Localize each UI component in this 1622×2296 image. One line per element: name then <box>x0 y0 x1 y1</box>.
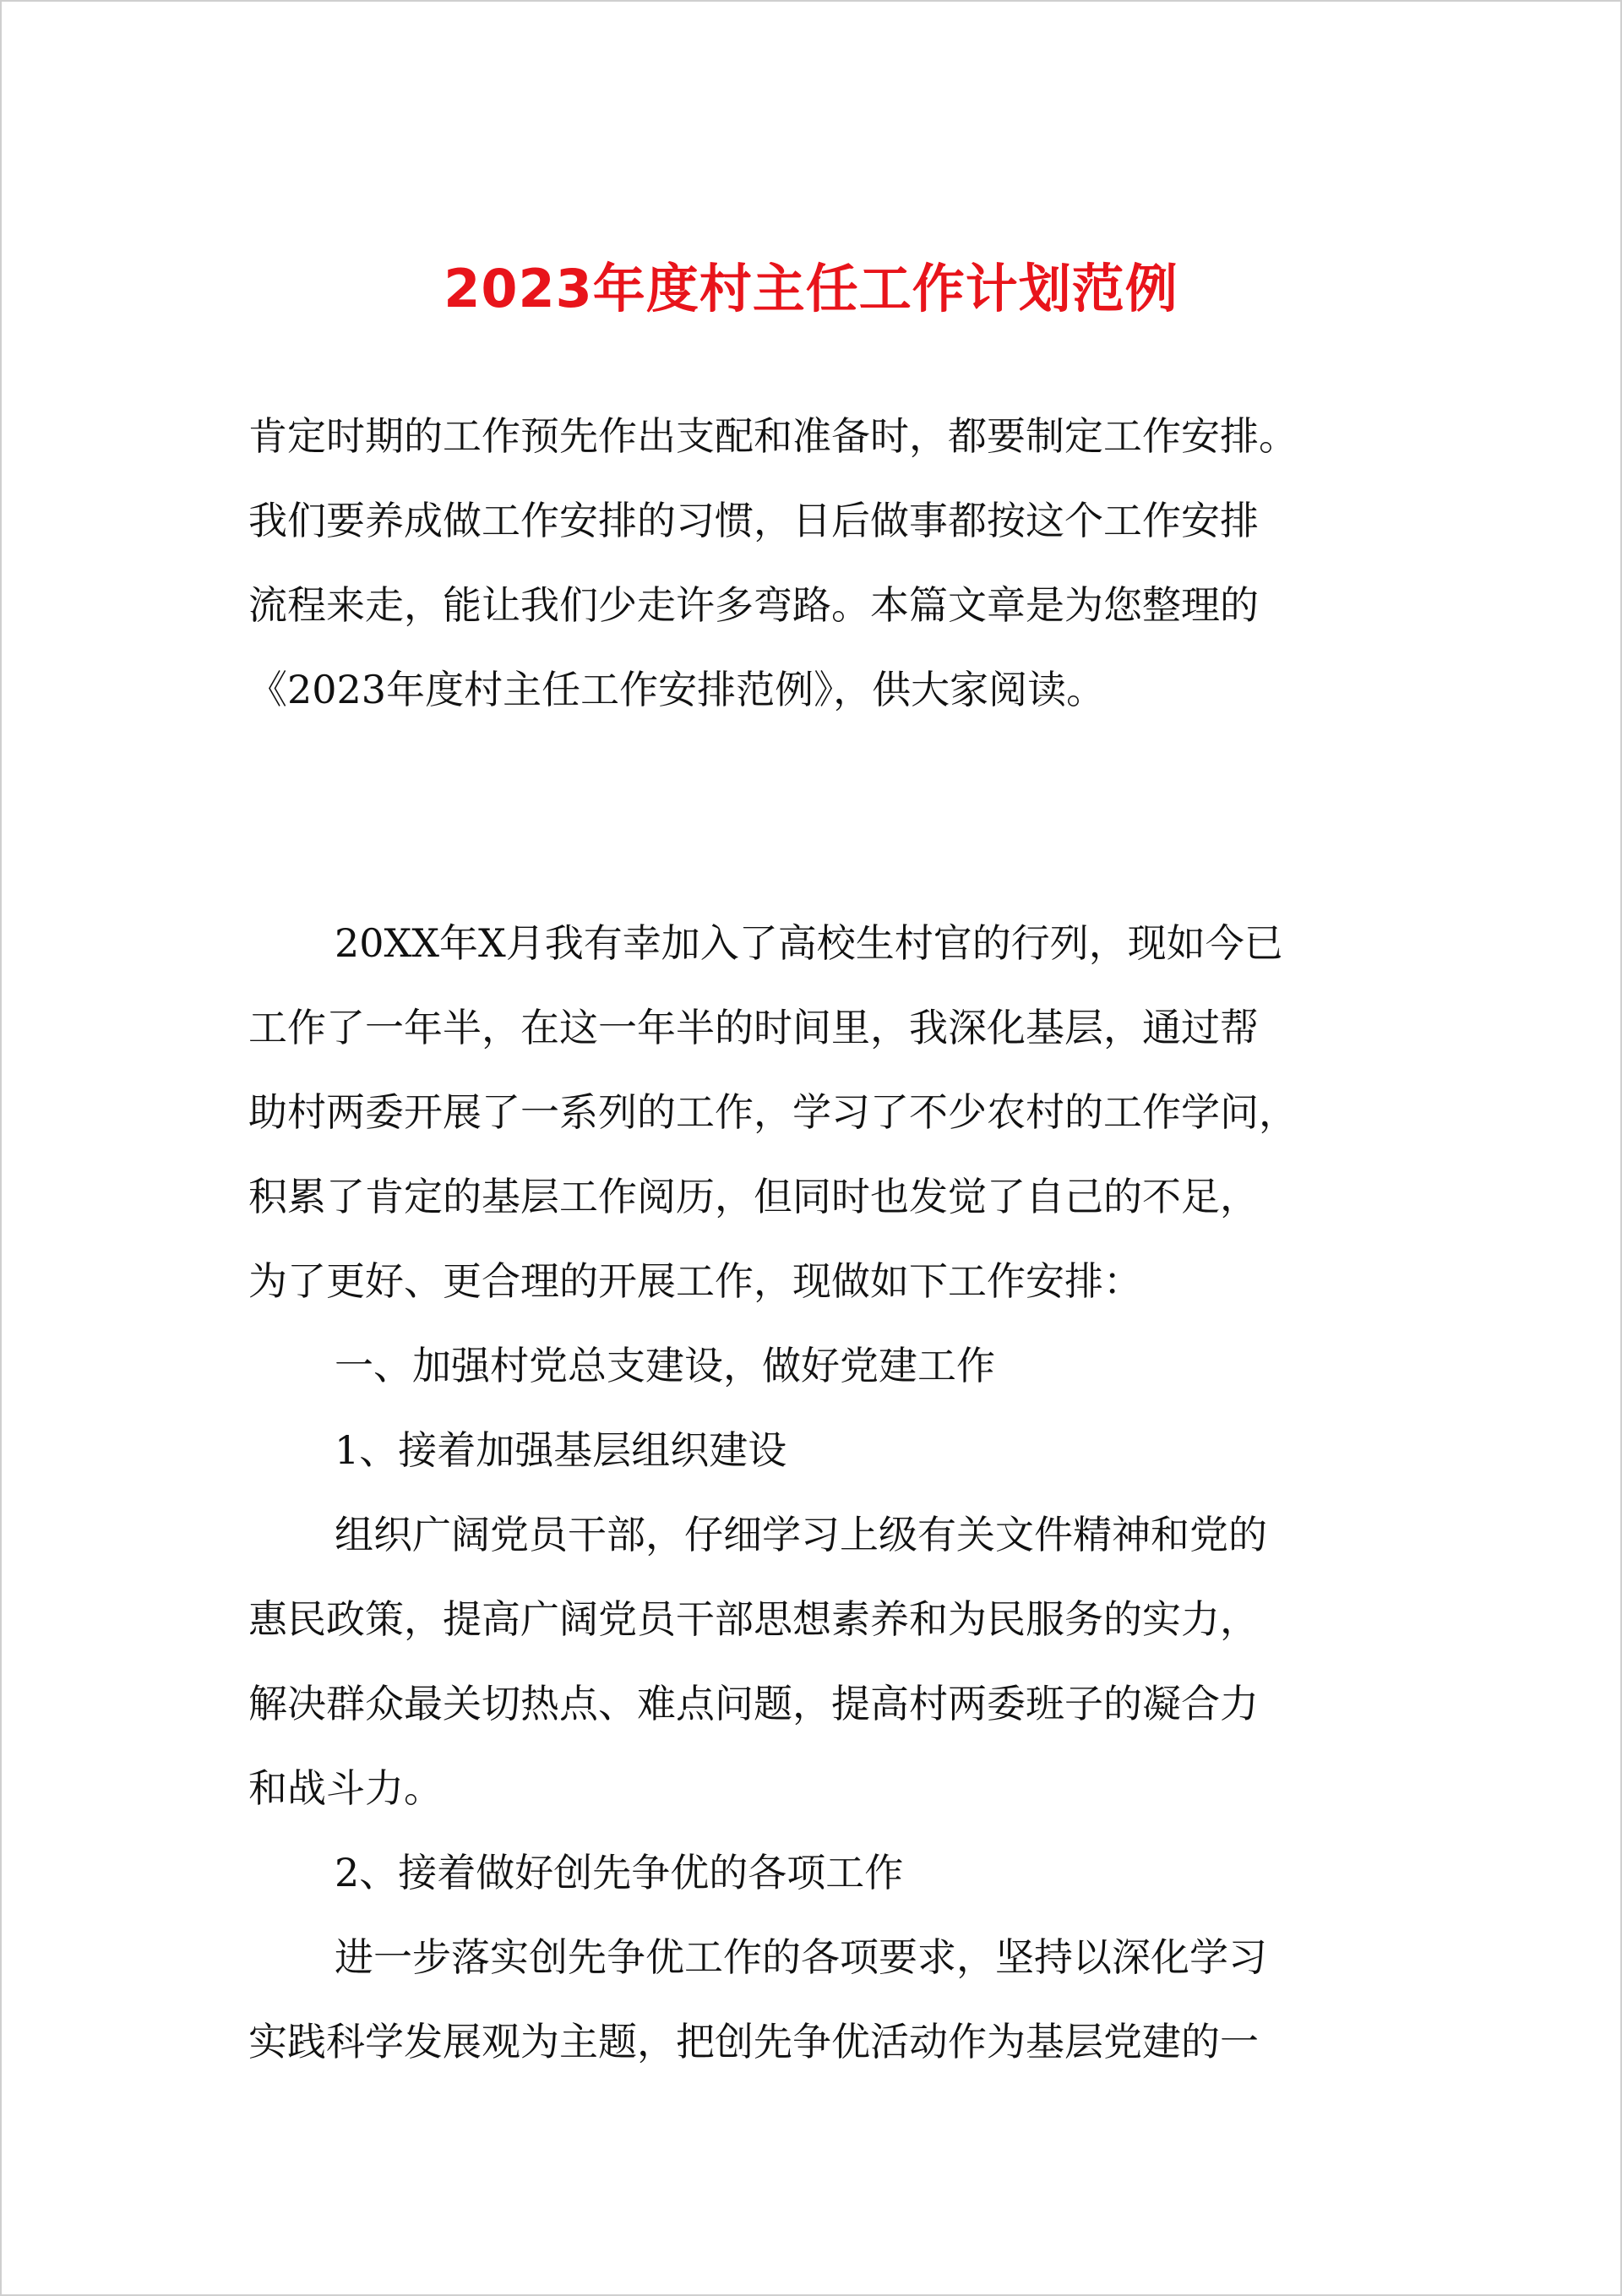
body-line: 进一步落实创先争优工作的各项要求，坚持以深化学习 <box>335 1934 1267 1980</box>
intro-line: 《2023年度村主任工作安排范例》，供大家阅读。 <box>248 667 1106 712</box>
intro-line: 我们要养成做工作安排的习惯，日后做事都按这个工作安排 <box>248 498 1259 543</box>
body-line: 20XX年X月我有幸加入了高校生村官的行列，现如今已 <box>335 920 1283 966</box>
intro-line: 肯定时期的工作预先作出支配和准备时，都要制定工作安排。 <box>248 413 1298 459</box>
body-line: 解决群众最关切热点、难点问题，提高村两委班子的凝合力 <box>248 1681 1259 1726</box>
intro-line: 流程来走，能让我们少走许多弯路。本篇文章是为您整理的 <box>248 582 1259 628</box>
body-line: 组织广阔党员干部，仔细学习上级有关文件精神和党的 <box>335 1512 1267 1557</box>
subsection-heading: 1、接着加强基层组织建设 <box>335 1427 787 1473</box>
body-line: 积累了肯定的基层工作阅历，但同时也发觉了自己的不足， <box>248 1174 1259 1219</box>
body-text <box>248 901 1380 2084</box>
section-heading: 一、加强村党总支建设，做好党建工作 <box>335 1343 995 1388</box>
body-line: 惠民政策，提高广阔党员干部思想素养和为民服务的实力， <box>248 1596 1259 1642</box>
body-line: 实践科学发展观为主题，把创先争优活动作为基层党建的一 <box>248 2019 1259 2064</box>
subsection-heading: 2、接着做好创先争优的各项工作 <box>335 1850 904 1895</box>
document-title: 2023年度村主任工作计划范例 <box>444 258 1178 319</box>
intro-paragraph <box>248 394 1380 732</box>
body-line: 和战斗力。 <box>248 1765 443 1811</box>
body-line: 为了更好、更合理的开展工作，现做如下工作安排： <box>248 1258 1142 1304</box>
body-line: 助村两委开展了一系列的工作，学习了不少农村的工作学问， <box>248 1089 1298 1135</box>
body-line: 工作了一年半，在这一年半的时间里，我深化基层，通过帮 <box>248 1005 1259 1050</box>
